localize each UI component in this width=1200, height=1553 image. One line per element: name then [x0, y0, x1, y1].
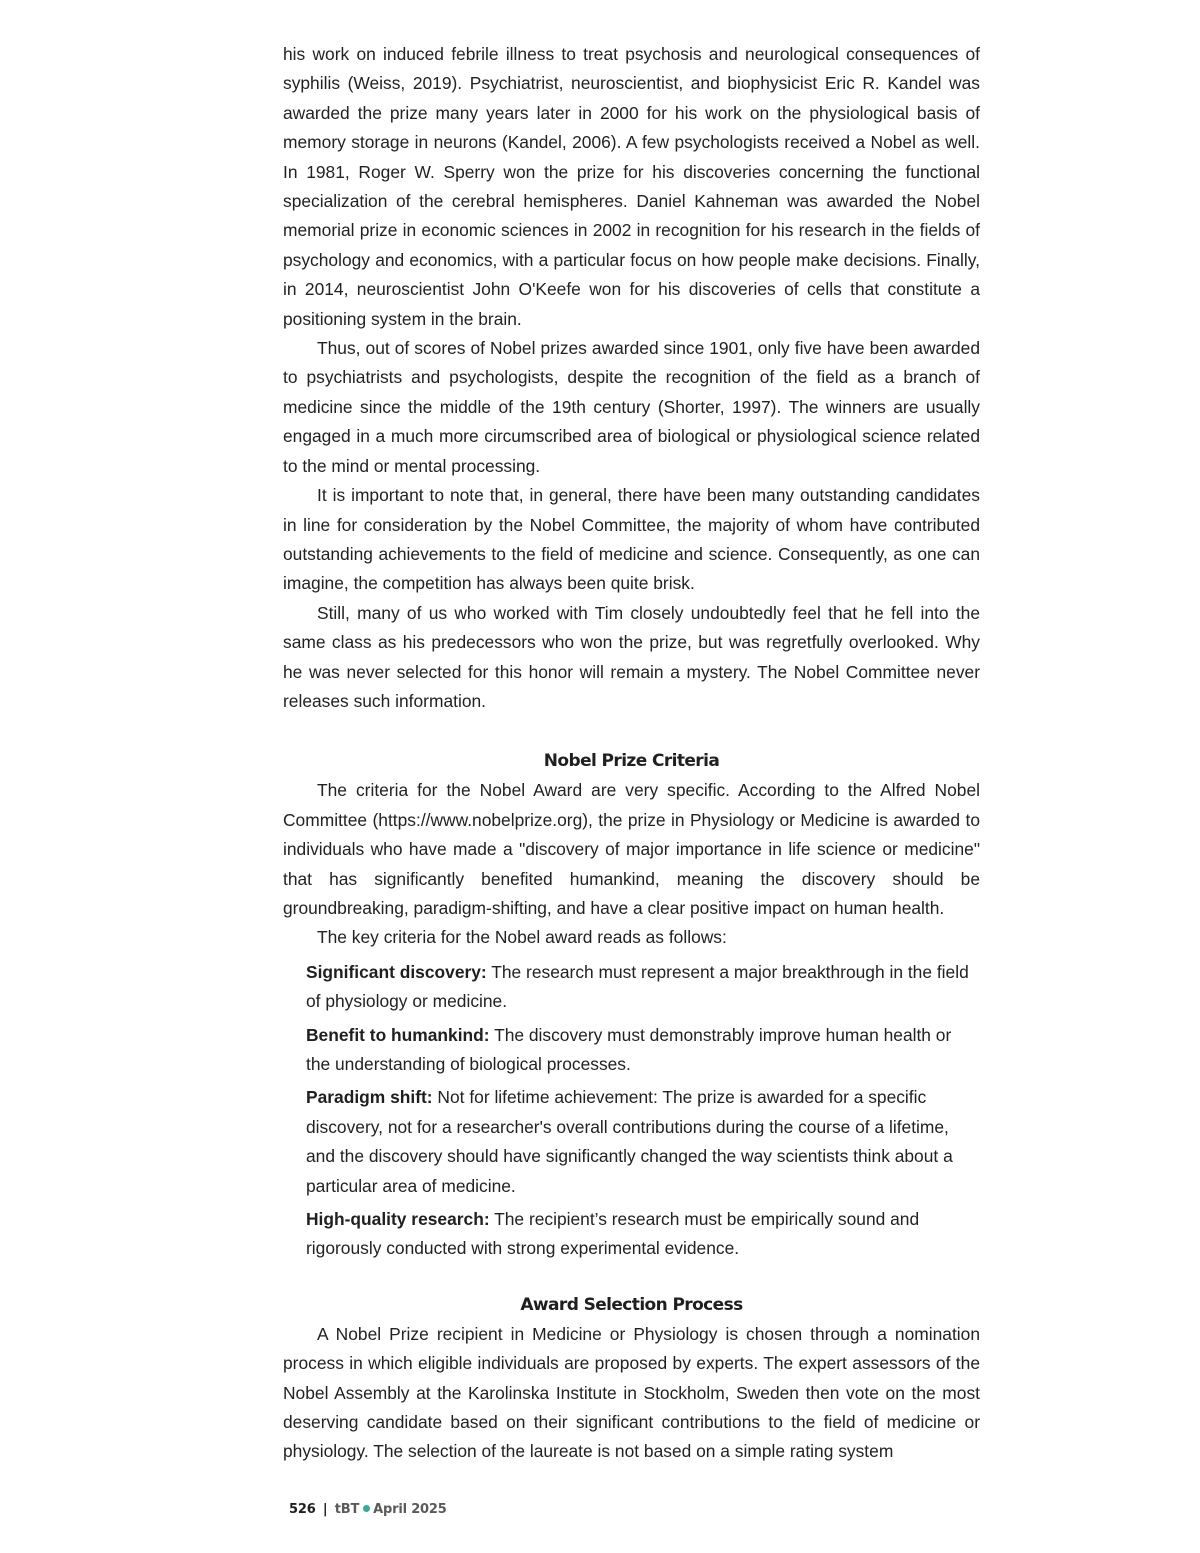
body-paragraph-1: his work on induced febrile illness to treat psychosis and neurological consequences of syphilis (Weiss, 2019). Psychiatrist, neuroscientist, and biophysicist Eric R. Kandel was awarded the prize many years later in 2000 for his work on the physiological basis of memory storage in neurons (Kandel, 2006). A few psychologists received a Nobel as well. In 1981, Roger W. Sperry won the prize for his discoveries concerning the functional specialization of the cerebral hemispheres. Daniel Kahneman was awarded the Nobel memorial prize in economic sciences in 2002 in recognition for his research in the fields of psychology and economics, with a particular focus on how people make decisions. Finally, in 2014, neuroscientist John O'Keefe won for his discoveries of cells that constitute a positioning system in the brain. [283, 44, 980, 329]
criteria-list [283, 958, 980, 1264]
issue-date: April 2025 [373, 1502, 447, 1517]
body-paragraph-4: Still, many of us who worked with Tim closely undoubtedly feel that he fell into the same class as his predecessors who won the prize, but was regretfully overlooked. Why he was never selected for this honor will remain a mystery. The Nobel Committee never releases such information. [283, 602, 980, 711]
criteria-paragraph-2: The key criteria for the Nobel award reads as follows: [317, 927, 727, 948]
journal-name: tBT [334, 1502, 360, 1517]
criteria-item [306, 1083, 970, 1201]
footer-separator: | [322, 1502, 328, 1517]
criteria-item [306, 958, 970, 1017]
criteria-term: Significant discovery: [306, 961, 487, 982]
bullet-dot-icon [363, 1505, 370, 1512]
criteria-paragraph-1: The criteria for the Nobel Award are very specific. According to the Alfred Nobel Committee (https://www.nobelprize.org), the prize in Physiology or Medicine is awarded to individuals who have made a "discovery of major importance in life science or medicine" that has significantly benefited humankind, meaning the discovery should be groundbreaking, paradigm-shifting, and have a clear positive impact on human health. [283, 780, 980, 918]
criteria-text: The discovery must demonstrably improve human health or the understanding of biological processes. [306, 1024, 952, 1074]
section-heading-criteria: Nobel Prize Criteria [543, 751, 720, 772]
criteria-item [306, 1205, 970, 1264]
page-number: 526 [289, 1502, 316, 1517]
selection-paragraph-1: A Nobel Prize recipient in Medicine or Physiology is chosen through a nomination process in which eligible individuals are proposed by experts. The expert assessors of the Nobel Assembly at the Karolinska Institute in Stockholm, Sweden then vote on the most deserving candidate based on their significant contributions to the field of medicine or physiology. The selection of the laureate is not based on a simple rating system [283, 1323, 980, 1462]
criteria-term: Benefit to humankind: [306, 1024, 490, 1045]
criteria-text: Not for lifetime achievement: The prize is awarded for a specific discovery, not for a researcher's overall contributions during the course of a lifetime, and the discovery should have significantly changed the way scientists think about a particular area of medicine. [306, 1087, 953, 1196]
criteria-term: High-quality research: [306, 1209, 490, 1230]
page-footer [289, 1502, 447, 1517]
body-paragraph-2: Thus, out of scores of Nobel prizes awarded since 1901, only five have been awarded to psychiatrists and psychologists, despite the recognition of the field as a branch of medicine since the middle of the 19th century (Shorter, 1997). The winners are usually engaged in a much more circumscribed area of biological or physiological science related to the mind or mental processing. [283, 338, 980, 476]
criteria-item [306, 1021, 970, 1080]
criteria-text: The recipient’s research must be empirically sound and rigorously conducted with strong experimental evidence. [306, 1209, 920, 1259]
criteria-text: The research must represent a major breakthrough in the field of physiology or medicine. [306, 961, 969, 1012]
article-body [283, 40, 980, 1467]
body-paragraph-3: It is important to note that, in general, there have been many outstanding candidates in line for consideration by the Nobel Committee, the majority of whom have contributed outstanding achievements to the field of medicine and science. Consequently, as one can imagine, the competition has always been quite brisk. [283, 485, 980, 594]
criteria-term: Paradigm shift: [306, 1087, 433, 1108]
section-heading-selection: Award Selection Process [520, 1294, 743, 1315]
